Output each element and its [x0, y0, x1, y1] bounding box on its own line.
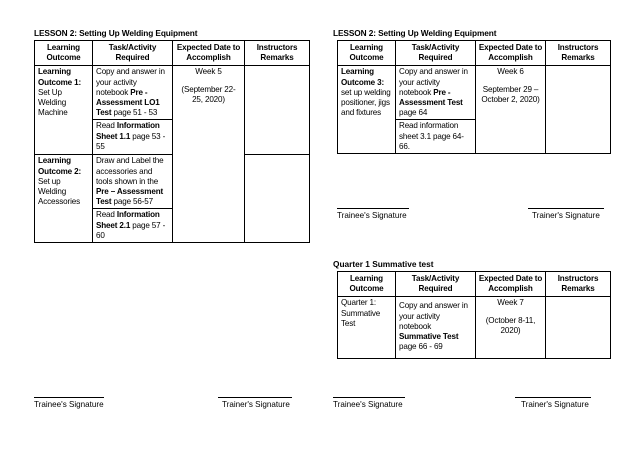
summative-header-row: [338, 272, 611, 297]
outcome-3-cell: Learning Outcome 3: set up welding positioner, jigs and fixtures: [338, 66, 396, 154]
header-expected-date: Expected Date to Accomplish: [476, 272, 546, 297]
right-top-trainer-signature: Trainer's Signature: [528, 208, 604, 220]
header-expected-date: Expected Date to Accomplish: [476, 41, 546, 66]
left-trainer-signature: Trainer's Signature: [218, 397, 292, 409]
header-task-activity: Task/Activity Required: [93, 41, 173, 66]
task-cell: Draw and Label the accessories and tools shown in the Pre – Assessment Test page 56-57: [93, 155, 173, 209]
header-learning-outcome: Learning Outcome: [35, 41, 93, 66]
task-cell: Read Information Sheet 2.1 page 57 - 60: [93, 209, 173, 243]
right-bottom-trainee-signature: Trainee's Signature: [333, 397, 405, 409]
right-header-row: [338, 41, 611, 66]
expected-date-cell: Week 7 (October 8-11, 2020): [476, 297, 546, 359]
table-row: [338, 66, 611, 120]
right-plan-table: [337, 40, 611, 154]
outcome-2-cell: Learning Outcome 2: Set up Welding Accessories: [35, 155, 93, 243]
task-cell: Copy and answer in your activity notebook Pre - Assessment LO1 Test page 51 - 53: [93, 66, 173, 120]
remarks-cell: [546, 297, 611, 359]
table-row: [35, 155, 310, 209]
header-instructors-remarks: Instructors Remarks: [546, 272, 611, 297]
remarks-cell: [245, 66, 310, 155]
quarter-summative-title: Quarter 1 Summative test: [333, 259, 434, 269]
summative-outcome-cell: Quarter 1: Summative Test: [338, 297, 396, 359]
header-instructors-remarks: Instructors Remarks: [245, 41, 310, 66]
table-row: [35, 66, 310, 120]
header-learning-outcome: Learning Outcome: [338, 272, 396, 297]
left-lesson-title: LESSON 2: Setting Up Welding Equipment: [34, 28, 198, 38]
remarks-cell: [546, 66, 611, 154]
left-plan-table: [34, 40, 310, 243]
header-task-activity: Task/Activity Required: [396, 272, 476, 297]
header-instructors-remarks: Instructors Remarks: [546, 41, 611, 66]
header-learning-outcome: Learning Outcome: [338, 41, 396, 66]
outcome-1-cell: Learning Outcome 1: Set Up Welding Machine: [35, 66, 93, 155]
task-cell: Copy and answer in your activity notebook Summative Test page 66 - 69: [396, 297, 476, 359]
right-top-trainee-signature: Trainee's Signature: [337, 208, 409, 220]
task-cell: Read information sheet 3.1 page 64- 66.: [396, 120, 476, 154]
left-header-row: [35, 41, 310, 66]
right-bottom-trainer-signature: Trainer's Signature: [515, 397, 591, 409]
summative-table: [337, 271, 611, 359]
left-trainee-signature: Trainee's Signature: [34, 397, 104, 409]
remarks-cell: [245, 155, 310, 243]
header-task-activity: Task/Activity Required: [396, 41, 476, 66]
task-cell: Read Information Sheet 1.1 page 53 - 55: [93, 120, 173, 155]
expected-date-cell: Week 6 September 29 – October 2, 2020): [476, 66, 546, 154]
task-cell: Copy and answer in your activity notebook Pre - Assessment Test page 64: [396, 66, 476, 120]
table-row: [338, 297, 611, 359]
header-expected-date: Expected Date to Accomplish: [173, 41, 245, 66]
right-lesson-title: LESSON 2: Setting Up Welding Equipment: [333, 28, 497, 38]
expected-date-cell: Week 5 (September 22- 25, 2020): [173, 66, 245, 243]
